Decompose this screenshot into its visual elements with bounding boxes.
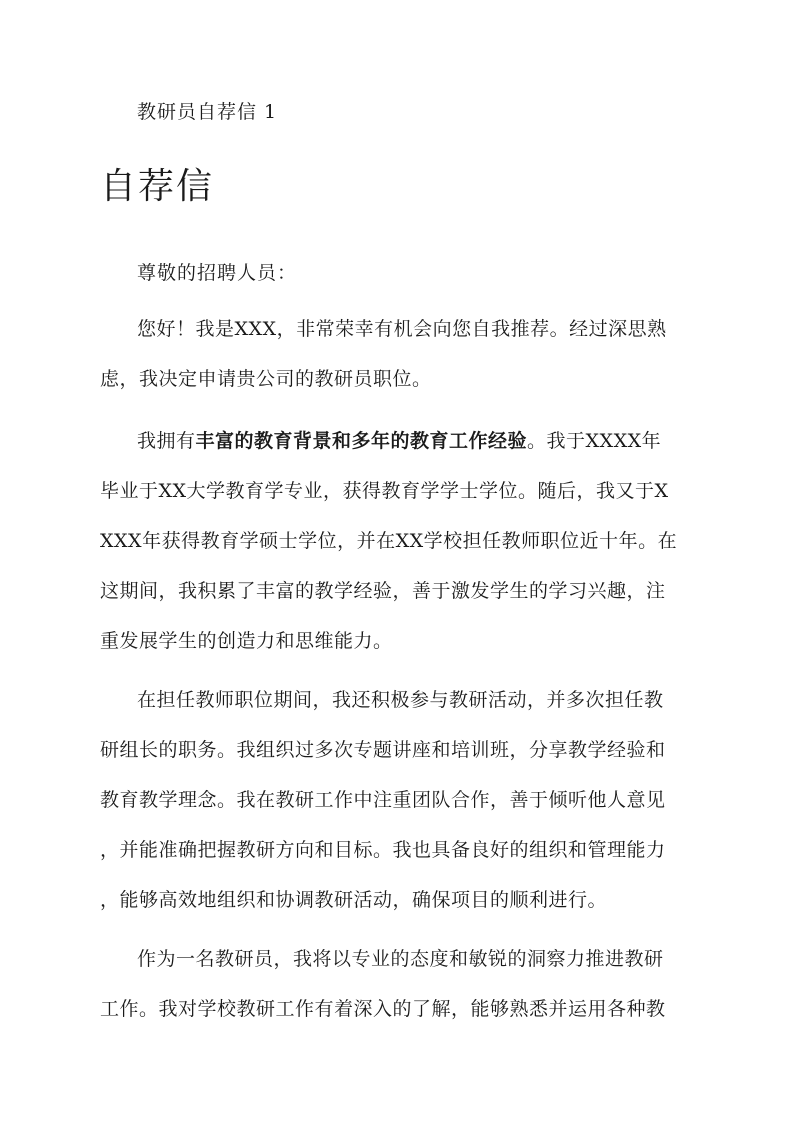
text-run: 。我于XXXX年 <box>527 430 662 452</box>
text-line: 您好！我是XXX，非常荣幸有机会向您自我推荐。经过深思熟 <box>137 318 667 340</box>
bold-text-run: 丰富的教育背景和多年的教育工作经验 <box>195 430 528 452</box>
text-line: XXX年获得教育学硕士学位，并在XX学校担任教师职位近十年。在 <box>100 530 678 552</box>
text-line: 作为一名教研员，我将以专业的态度和敏锐的洞察力推进教研 <box>137 948 664 970</box>
letter-title: 自荐信 <box>100 166 215 207</box>
text-line: ，并能准确把握教研方向和目标。我也具备良好的组织和管理能力 <box>100 839 666 861</box>
paragraph-research-experience <box>100 675 700 925</box>
paragraph-background <box>100 416 700 666</box>
paragraph-introduction <box>100 304 700 404</box>
text-line: 在担任教师职位期间，我还积极参与教研活动，并多次担任教 <box>137 689 664 711</box>
text-line: 教育教学理念。我在教研工作中注重团队合作，善于倾听他人意见 <box>100 789 666 811</box>
document-header: 教研员自荐信 1 <box>137 101 278 123</box>
text-line: 重发展学生的创造力和思维能力。 <box>100 630 393 652</box>
text-line: 毕业于XX大学教育学专业，获得教育学学士学位。随后，我又于X <box>100 480 669 502</box>
text-line: 研组长的职务。我组织过多次专题讲座和培训班，分享教学经验和 <box>100 739 666 761</box>
text-line: 工作。我对学校教研工作有着深入的了解，能够熟悉并运用各种教 <box>100 998 666 1020</box>
text-line: 这期间，我积累了丰富的教学经验，善于激发学生的学习兴趣，注 <box>100 580 666 602</box>
paragraph-commitment <box>100 934 700 1034</box>
text-line: ，能够高效地组织和协调教研活动，确保项目的顺利进行。 <box>100 889 608 911</box>
text-line <box>100 416 700 466</box>
text-run: 我拥有 <box>137 430 196 452</box>
salutation: 尊敬的招聘人员： <box>137 262 298 284</box>
text-line: 虑，我决定申请贵公司的教研员职位。 <box>100 368 432 390</box>
